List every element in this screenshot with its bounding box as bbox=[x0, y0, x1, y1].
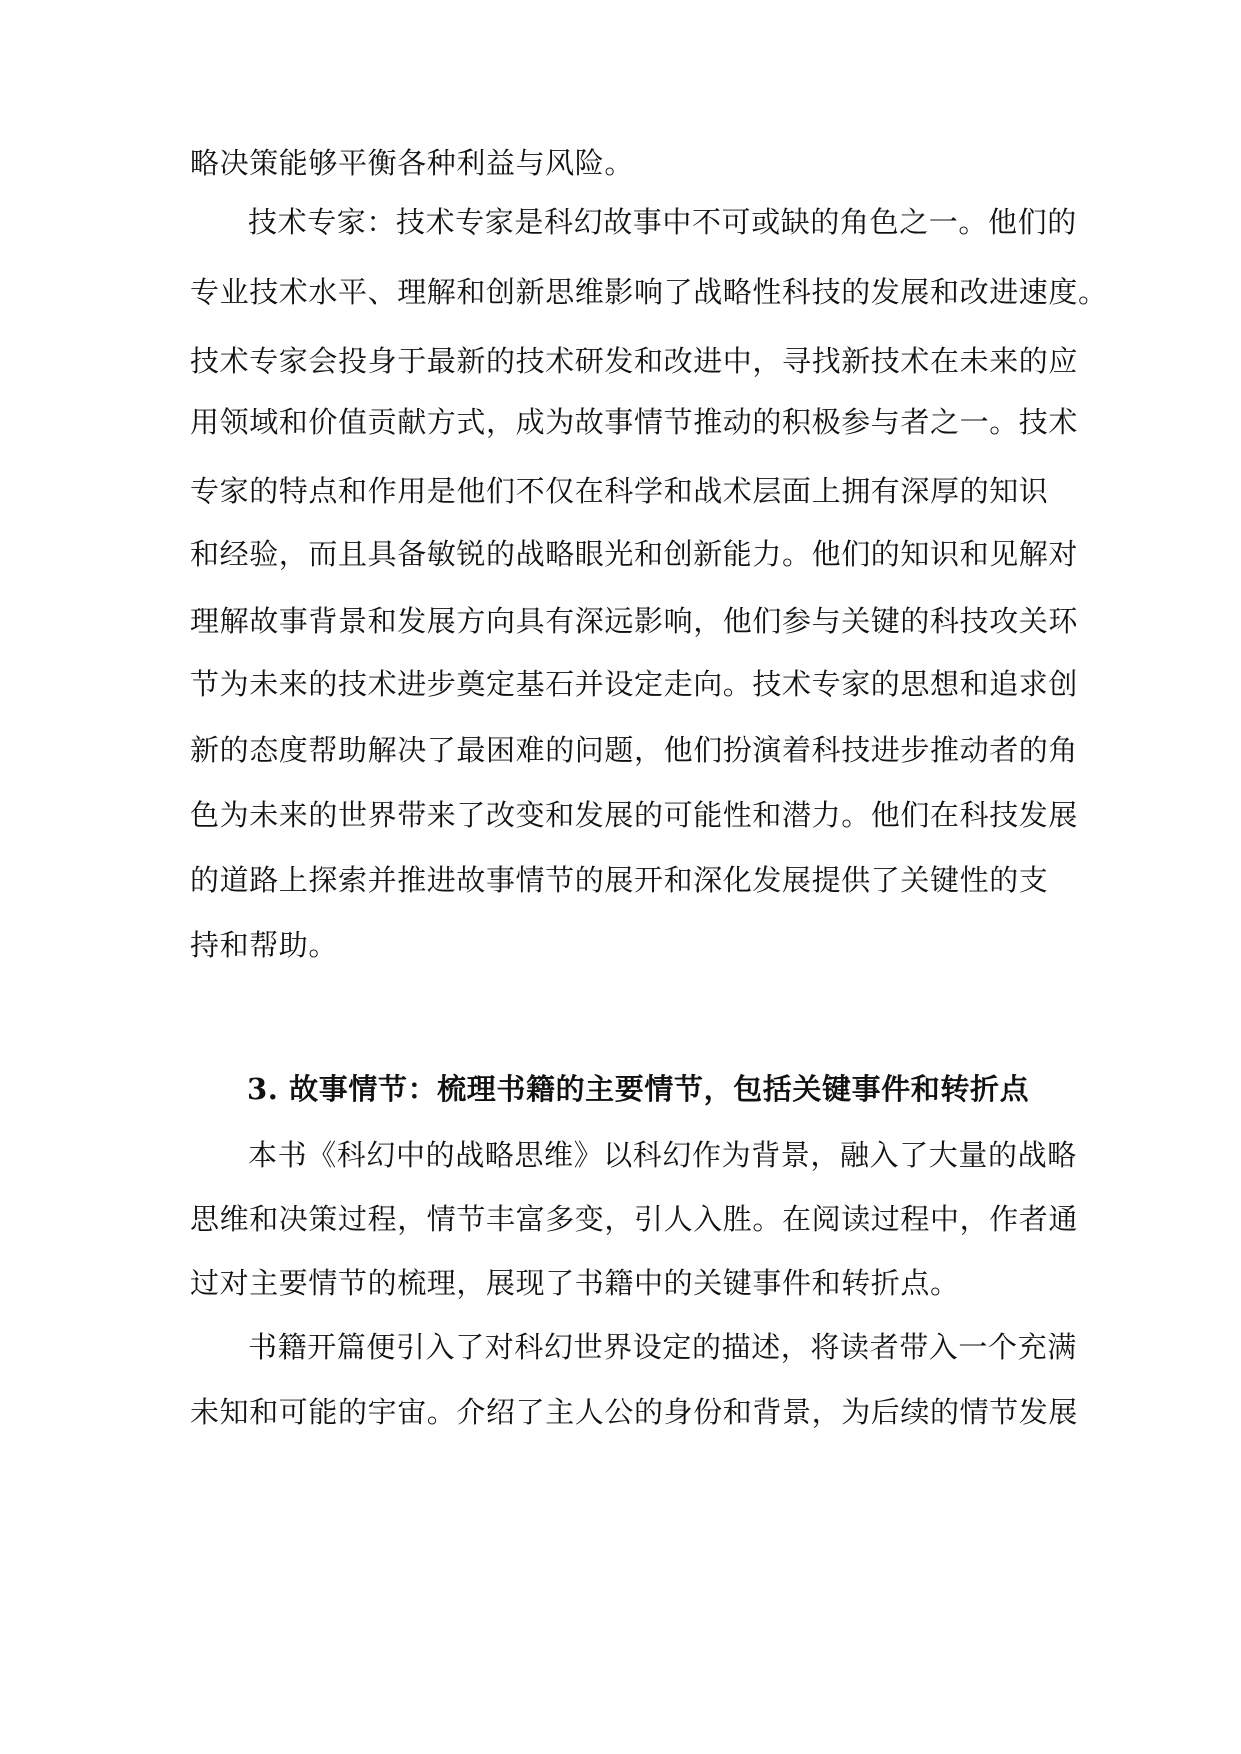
paragraph-line: 和经验，而且具备敏锐的战略眼光和创新能力。他们的知识和见解对 bbox=[190, 537, 1079, 571]
paragraph-line: 技术专家：技术专家是科幻故事中不可或缺的角色之一。他们的 bbox=[248, 205, 1077, 239]
paragraph-line: 持和帮助。 bbox=[190, 928, 339, 962]
paragraph-line: 理解故事背景和发展方向具有深远影响，他们参与关键的科技攻关环 bbox=[190, 604, 1079, 638]
paragraph-line: 专家的特点和作用是他们不仅在科学和战术层面上拥有深厚的知识 bbox=[190, 474, 1049, 508]
paragraph-line: 书籍开篇便引入了对科幻世界设定的描述，将读者带入一个充满 bbox=[248, 1330, 1077, 1364]
paragraph-line: 过对主要情节的梳理，展现了书籍中的关键事件和转折点。 bbox=[190, 1266, 960, 1300]
paragraph-line: 思维和决策过程，情节丰富多变，引人入胜。在阅读过程中，作者通 bbox=[190, 1202, 1079, 1236]
paragraph-line: 节为未来的技术进步奠定基石并设定走向。技术专家的思想和追求创 bbox=[190, 667, 1079, 701]
section-heading: 3. 故事情节：梳理书籍的主要情节，包括关键事件和转折点 bbox=[247, 1072, 1030, 1106]
paragraph-line: 新的态度帮助解决了最困难的问题，他们扮演着科技进步推动者的角 bbox=[190, 733, 1079, 767]
paragraph-line: 专业技术水平、理解和创新思维影响了战略性科技的发展和改进速度。 bbox=[190, 275, 1108, 309]
paragraph-line: 略决策能够平衡各种利益与风险。 bbox=[190, 146, 635, 180]
paragraph-line: 用领域和价值贡献方式，成为故事情节推动的积极参与者之一。技术 bbox=[190, 405, 1079, 439]
paragraph-line: 色为未来的世界带来了改变和发展的可能性和潜力。他们在科技发展 bbox=[190, 798, 1079, 832]
paragraph-line: 未知和可能的宇宙。介绍了主人公的身份和背景，为后续的情节发展 bbox=[190, 1395, 1079, 1429]
paragraph-line: 技术专家会投身于最新的技术研发和改进中，寻找新技术在未来的应 bbox=[190, 344, 1079, 378]
paragraph-line: 的道路上探索并推进故事情节的展开和深化发展提供了关键性的支 bbox=[190, 863, 1049, 897]
paragraph-line: 本书《科幻中的战略思维》以科幻作为背景，融入了大量的战略 bbox=[248, 1138, 1077, 1172]
